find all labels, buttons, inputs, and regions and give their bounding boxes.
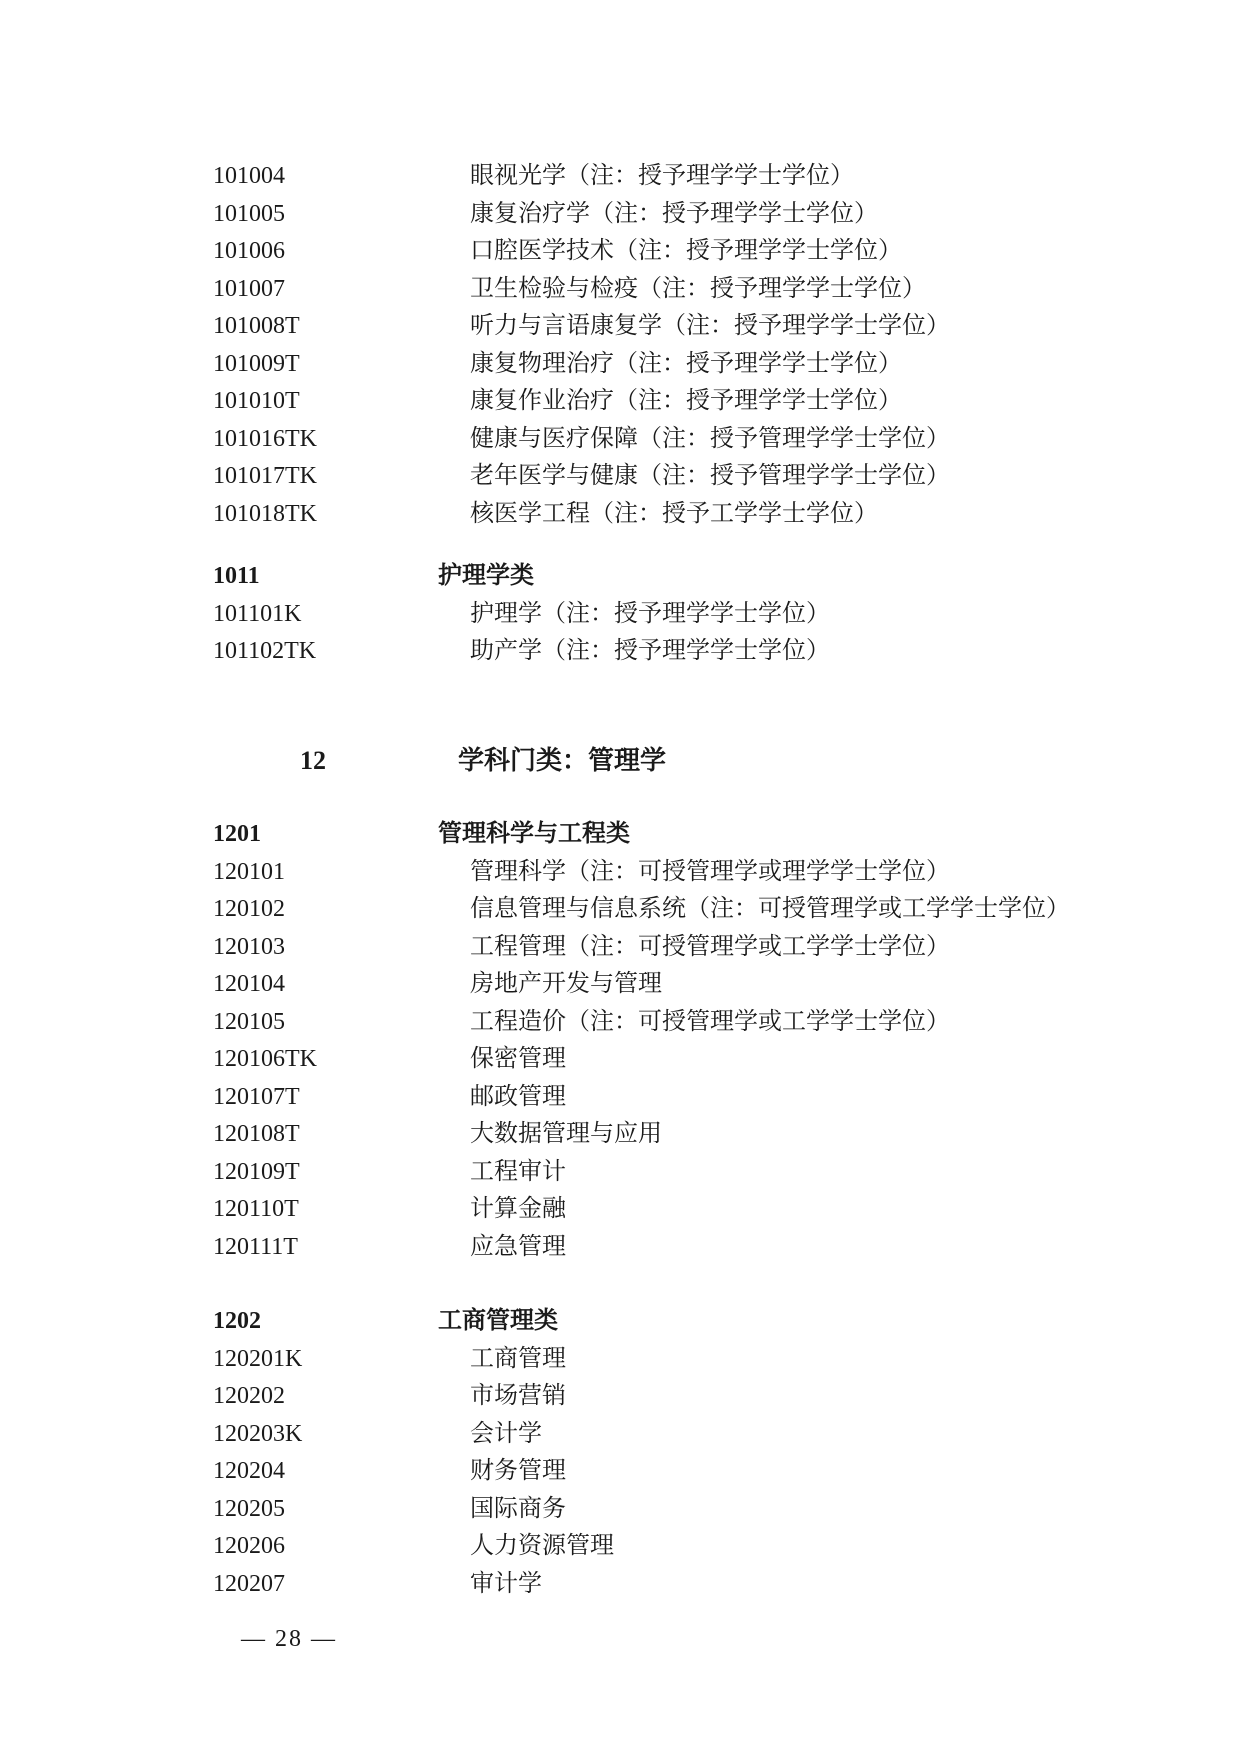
major-name: 房地产开发与管理: [470, 971, 662, 997]
catalog-block-category: [0, 816, 1241, 1266]
major-name: 应急管理: [470, 1233, 566, 1260]
major-code: 101005: [213, 200, 285, 227]
major-code: 120102: [213, 896, 285, 922]
major-name: 邮政管理: [470, 1083, 566, 1110]
major-row: [0, 1566, 1241, 1604]
major-name: 口腔医学技术（注：授予理学学士学位）: [470, 238, 902, 264]
major-row: [0, 458, 1241, 496]
major-name: 审计学: [470, 1570, 542, 1597]
major-code: 120202: [213, 1383, 285, 1409]
major-code: 101017TK: [213, 463, 317, 489]
major-name: 康复物理治疗（注：授予理学学士学位）: [470, 350, 902, 377]
section-title: 学科门类：管理学: [458, 745, 667, 775]
major-row: [0, 891, 1241, 929]
page-number: — 28 —: [241, 1626, 337, 1652]
major-code: 101018TK: [213, 500, 317, 527]
major-row: [0, 196, 1241, 234]
major-row: [0, 929, 1241, 967]
major-row: [0, 966, 1241, 1004]
major-name: 信息管理与信息系统（注：可授管理学或工学学士学位）: [470, 896, 1070, 922]
major-name: 财务管理: [470, 1458, 566, 1484]
major-row: [0, 1004, 1241, 1042]
major-row: [0, 1229, 1241, 1267]
major-row: [0, 233, 1241, 271]
catalog-block-entries: [0, 158, 1241, 533]
page-footer: [0, 1621, 1241, 1659]
major-name: 工程审计: [470, 1158, 566, 1185]
major-code: 101102TK: [213, 638, 317, 664]
major-row: [0, 383, 1241, 421]
major-name: 大数据管理与应用: [470, 1121, 662, 1147]
major-row: [0, 1341, 1241, 1379]
major-row: [0, 496, 1241, 534]
major-name: 卫生检验与检疫（注：授予理学学士学位）: [470, 275, 926, 302]
catalog-block-category: [0, 1303, 1241, 1603]
major-code: 101008T: [213, 313, 300, 339]
major-row: [0, 1041, 1241, 1079]
major-row: [0, 1491, 1241, 1529]
major-code: 101010T: [213, 388, 300, 414]
major-name: 康复作业治疗（注：授予理学学士学位）: [470, 388, 902, 414]
major-name: 护理学类: [438, 563, 534, 589]
category-row: [0, 1303, 1241, 1341]
major-code: 120106TK: [213, 1046, 317, 1072]
major-name: 老年医学与健康（注：授予管理学学士学位）: [470, 463, 950, 489]
major-name: 工商管理: [470, 1345, 566, 1372]
major-code: 120206: [213, 1533, 285, 1559]
major-row: [0, 854, 1241, 892]
major-name: 核医学工程（注：授予工学学士学位）: [470, 500, 878, 527]
major-name: 听力与言语康复学（注：授予理学学士学位）: [470, 313, 950, 339]
major-code: 120101: [213, 858, 285, 885]
major-code: 101007: [213, 275, 285, 302]
major-name: 工程造价（注：可授管理学或工学学士学位）: [470, 1008, 950, 1035]
major-code: 101101K: [213, 600, 302, 627]
major-row: [0, 596, 1241, 634]
major-row: [0, 308, 1241, 346]
major-code: 120204: [213, 1458, 285, 1484]
major-row: [0, 1416, 1241, 1454]
major-code: 120110T: [213, 1196, 299, 1222]
major-code: 1011: [213, 563, 260, 589]
major-row: [0, 633, 1241, 671]
major-name: 市场营销: [470, 1383, 566, 1409]
major-row: [0, 1154, 1241, 1192]
major-code: 120207: [213, 1570, 285, 1597]
major-name: 工商管理类: [438, 1308, 558, 1334]
major-code: 120203K: [213, 1420, 303, 1447]
major-row: [0, 1453, 1241, 1491]
major-code: 12: [300, 745, 326, 775]
catalog-block-section: [0, 742, 1241, 780]
major-code: 120205: [213, 1495, 285, 1522]
major-name: 眼视光学（注：授予理学学士学位）: [470, 163, 854, 189]
catalog-block-category: [0, 558, 1241, 671]
major-name: 会计学: [470, 1420, 542, 1447]
major-name: 国际商务: [470, 1495, 566, 1522]
major-code: 120107T: [213, 1083, 300, 1110]
major-name: 保密管理: [470, 1046, 566, 1072]
major-name: 助产学（注：授予理学学士学位）: [470, 638, 830, 664]
section-header-row: [0, 742, 1241, 780]
major-name: 康复治疗学（注：授予理学学士学位）: [470, 200, 878, 227]
major-row: [0, 346, 1241, 384]
major-row: [0, 1528, 1241, 1566]
major-name: 健康与医疗保障（注：授予管理学学士学位）: [470, 425, 950, 452]
category-row: [0, 816, 1241, 854]
major-code: 101004: [213, 163, 285, 189]
major-row: [0, 1191, 1241, 1229]
category-row: [0, 558, 1241, 596]
major-row: [0, 158, 1241, 196]
major-row: [0, 1378, 1241, 1416]
major-code: 120105: [213, 1008, 285, 1035]
major-code: 120108T: [213, 1121, 300, 1147]
major-code: 120103: [213, 933, 285, 960]
major-name: 计算金融: [470, 1196, 566, 1222]
major-name: 管理科学（注：可授管理学或理学学士学位）: [470, 858, 950, 885]
major-code: 101006: [213, 238, 285, 264]
major-code: 101009T: [213, 350, 300, 377]
major-code: 1202: [213, 1308, 261, 1334]
major-code: 120201K: [213, 1345, 303, 1372]
major-code: 120109T: [213, 1158, 300, 1185]
major-name: 护理学（注：授予理学学士学位）: [470, 600, 830, 627]
major-row: [0, 271, 1241, 309]
major-code: 120104: [213, 971, 285, 997]
major-code: 120111T: [213, 1233, 298, 1260]
major-code: 101016TK: [213, 425, 317, 452]
major-code: 1201: [213, 821, 261, 847]
major-row: [0, 1079, 1241, 1117]
major-row: [0, 421, 1241, 459]
major-row: [0, 1116, 1241, 1154]
major-name: 工程管理（注：可授管理学或工学学士学位）: [470, 933, 950, 960]
major-name: 人力资源管理: [470, 1533, 614, 1559]
major-name: 管理科学与工程类: [438, 821, 630, 847]
